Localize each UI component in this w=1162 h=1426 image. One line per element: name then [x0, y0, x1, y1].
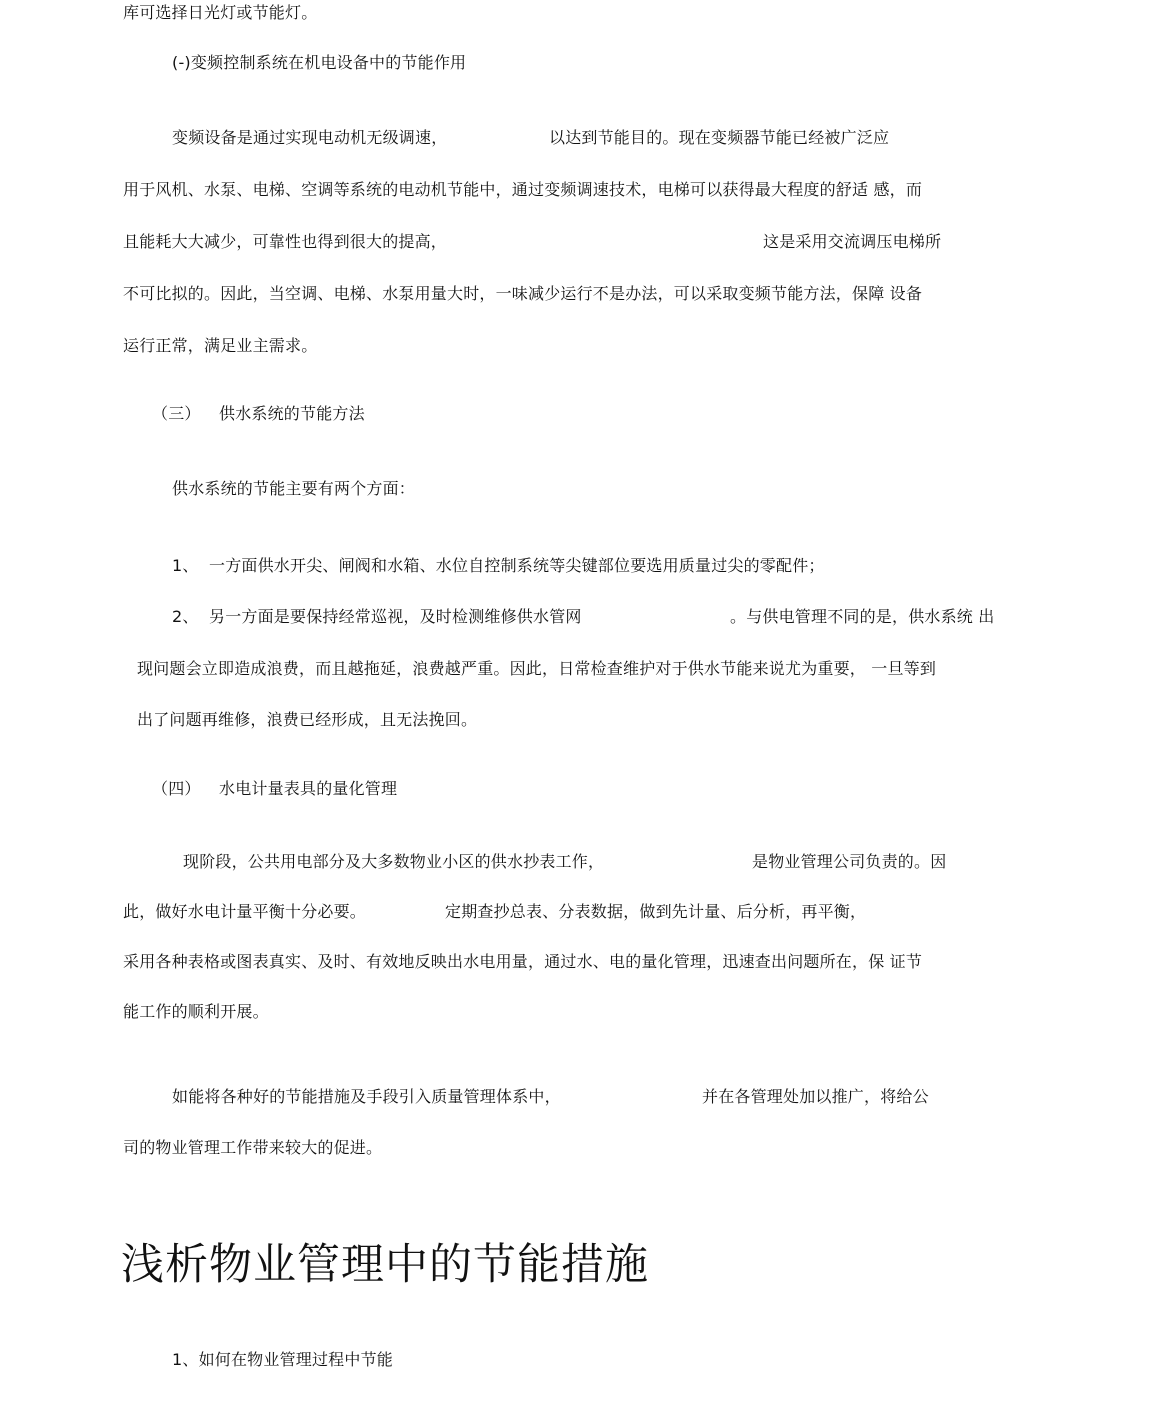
list-item-continued: 现问题会立即造成浪费，而且越拖延，浪费越严重。因此，日常检查维护对于供水节能来说尤为重要， 一旦等到: [137, 659, 937, 678]
paragraph-line: 采用各种表格或图表真实、及时、有效地反映出水电用量，通过水、电的量化管理，迅速查出问题所在，保 证节: [123, 952, 923, 971]
list-item: 另一方面是要保持经常巡视，及时检测维修供水管网: [209, 607, 582, 626]
section-heading-variable-frequency: (-)变频控制系统在机电设备中的节能作用: [172, 53, 467, 72]
paragraph-line: 变频设备是通过实现电动机无级调速，: [172, 128, 448, 147]
paragraph-line: 不可比拟的。因此，当空调、电梯、水泵用量大时，一味减少运行不是办法，可以采取变频节能方法，保障 设备: [123, 284, 923, 303]
subheading: 1、如何在物业管理过程中节能: [172, 1350, 393, 1369]
section-number: （四）: [152, 779, 201, 798]
paragraph-line: 运行正常，满足业主需求。: [123, 336, 318, 355]
list-item: 一方面供水开尖、闸阀和水箱、水位自控制系统等尖键部位要选用质量过尖的零配件；: [209, 556, 825, 575]
list-item: 。与供电管理不同的是，供水系统 出: [730, 607, 995, 626]
section-number: （三）: [152, 404, 201, 423]
paragraph-line: 现阶段，公共用电部分及大多数物业小区的供水抄表工作，: [183, 852, 605, 871]
paragraph-line: 且能耗大大减少，可靠性也得到很大的提高，: [123, 232, 448, 251]
paragraph-line: 是物业管理公司负责的。因: [752, 852, 947, 871]
paragraph-line: 这是采用交流调压电梯所: [763, 232, 942, 251]
paragraph-line: 如能将各种好的节能措施及手段引入质量管理体系中，: [172, 1087, 561, 1106]
list-item-number: 2、: [172, 607, 199, 626]
paragraph-line: 定期查抄总表、分表数据，做到先计量、后分析，再平衡，: [445, 902, 867, 921]
document-title: 浅析物业管理中的节能措施: [121, 1240, 649, 1290]
list-item-number: 1、: [172, 556, 199, 575]
list-item-continued: 出了问题再维修，浪费已经形成，且无法挽回。: [137, 710, 478, 729]
paragraph-line: 以达到节能目的。现在变频器节能已经被广泛应: [549, 128, 890, 147]
section-heading-water-supply: 供水系统的节能方法: [219, 404, 365, 423]
paragraph-line: 并在各管理处加以推广，将给公: [702, 1087, 929, 1106]
paragraph-line: 此，做好水电计量平衡十分必要。: [123, 902, 367, 921]
paragraph-line: 司的物业管理工作带来较大的促进。: [123, 1138, 383, 1157]
paragraph-line: 用于风机、水泵、电梯、空调等系统的电动机节能中，通过变频调速技术，电梯可以获得最大程度的舒适 感，而: [123, 180, 923, 199]
paragraph-line: 供水系统的节能主要有两个方面：: [172, 479, 416, 498]
paragraph-line: 库可选择日光灯或节能灯。: [123, 3, 318, 22]
section-heading-metering: 水电计量表具的量化管理: [219, 779, 398, 798]
paragraph-line: 能工作的顺利开展。: [123, 1002, 269, 1021]
